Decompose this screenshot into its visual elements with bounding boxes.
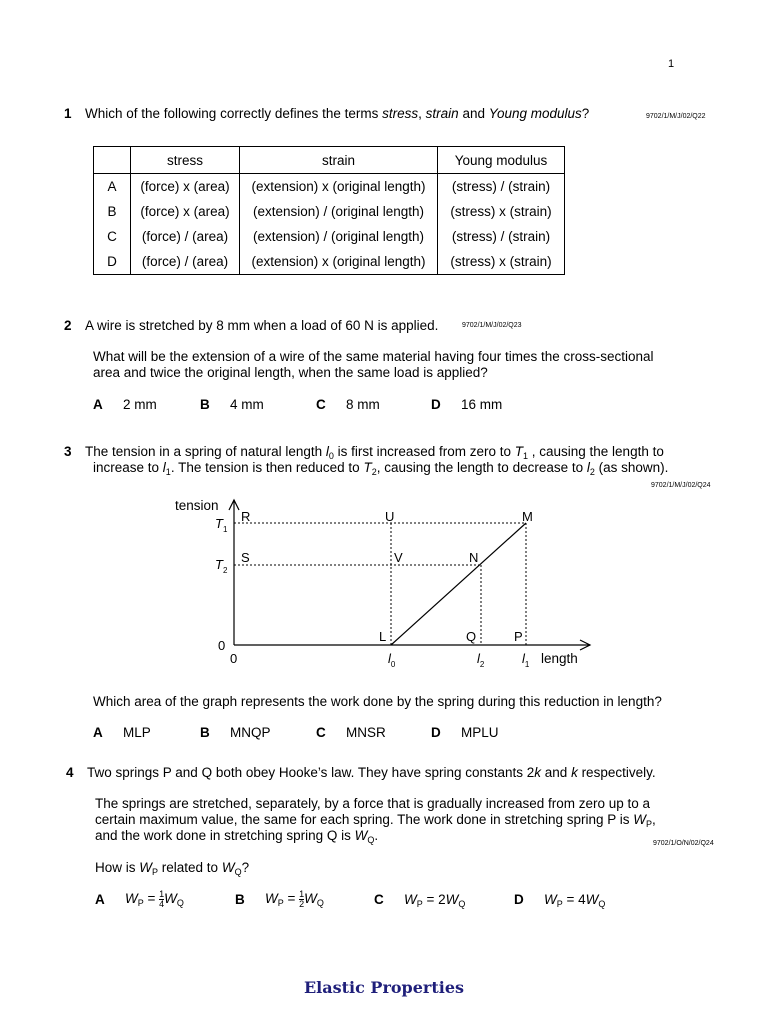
question-4-question (95, 860, 249, 877)
q1-term-strain: strain (425, 106, 459, 121)
q4-option-d (544, 892, 605, 909)
y-axis-label: tension (175, 498, 219, 513)
question-1-number: 1 (64, 106, 72, 121)
table-row (94, 249, 565, 275)
q3-option-key: D (431, 725, 441, 740)
q3-text: . The tension is then reduced to (170, 460, 364, 475)
table-cell: B (94, 199, 131, 224)
q4-option-key: C (374, 892, 384, 907)
table-row (94, 174, 565, 200)
q3-text: is first increased from zero to (333, 444, 515, 459)
l0-label (388, 651, 396, 669)
point-label-q: Q (466, 629, 477, 644)
q3-symbol: T (514, 444, 523, 459)
question-3-ref: 9702/1/M/J/02/Q24 (651, 482, 711, 489)
question-2-text-line2: area and twice the original length, when the same load is applied? (93, 365, 488, 380)
l-subscript: 2 (479, 660, 485, 669)
q4-symbol: W (304, 891, 317, 907)
q2-option-key: D (431, 397, 441, 412)
origin-y-label: 0 (218, 638, 226, 653)
point-label-u: U (385, 509, 395, 524)
q4-symbol: W (544, 892, 557, 907)
q3-option-text: MNQP (230, 725, 271, 740)
table-cell: (stress) x (strain) (438, 249, 565, 275)
q4-symbol: W (221, 860, 235, 875)
q2-option-key: C (316, 397, 326, 412)
table-cell: (extension) / (original length) (240, 199, 438, 224)
q4-text: How is (95, 860, 140, 875)
table-cell: (force) x (area) (131, 174, 240, 200)
point-label-v: V (394, 550, 403, 565)
t-symbol: T (215, 557, 223, 572)
question-2-text-line1: What will be the extension of a wire of the same material having four times the cross-sectional (93, 349, 654, 364)
table-cell: C (94, 224, 131, 249)
t2-label (215, 557, 228, 575)
t-symbol: T (215, 516, 223, 531)
l-symbol: l (388, 651, 391, 666)
table-cell: (force) x (area) (131, 199, 240, 224)
fraction-denominator: 4 (159, 899, 165, 909)
table-cell: (stress) / (strain) (438, 224, 565, 249)
table-header: stress (131, 147, 240, 174)
q4-subscript: Q (316, 898, 324, 909)
question-2-number: 2 (64, 318, 72, 333)
q4-option-key: D (514, 892, 524, 907)
q3-text: increase to (93, 460, 163, 475)
q3-symbol: l (162, 460, 166, 475)
q4-symbol: W (139, 860, 153, 875)
q4-symbol: W (265, 891, 278, 907)
table-header (94, 147, 131, 174)
q1-text: ? (581, 106, 590, 121)
question-3-number: 3 (64, 444, 72, 459)
q4-subscript: Q (234, 867, 242, 877)
question-4-number: 4 (66, 765, 74, 780)
question-4-ref: 9702/1/O/N/02/Q24 (653, 840, 714, 847)
q1-term-stress: stress (382, 106, 419, 121)
question-3-question: Which area of the graph represents the work done by the spring during this reduction in length? (93, 694, 662, 709)
q3-option-key: B (200, 725, 210, 740)
q3-text: (as shown). (594, 460, 669, 475)
q4-symbol: W (585, 892, 599, 907)
q3-subscript: 1 (522, 451, 528, 461)
q4-option-a (125, 890, 184, 909)
q2-option-text: 16 mm (461, 397, 503, 412)
q2-option-key: B (200, 397, 210, 412)
point-label-p: P (514, 629, 523, 644)
table-cell: A (94, 174, 131, 200)
origin-x-label: 0 (230, 651, 238, 666)
q3-text: The tension in a spring of natural length (85, 444, 326, 459)
table-cell: (force) / (area) (131, 249, 240, 275)
q4-symbol: k (534, 765, 542, 780)
table-cell: (stress) / (strain) (438, 174, 565, 200)
q2-option-text: 8 mm (346, 397, 380, 412)
q4-subscript: P (277, 898, 284, 909)
q1-sep: and (458, 106, 489, 121)
q4-coefficient: 2 (438, 892, 446, 907)
table-header-row (94, 147, 565, 174)
q3-option-text: MNSR (346, 725, 386, 740)
question-4-para-line3 (95, 828, 378, 845)
q3-subscript: 0 (328, 451, 334, 461)
q4-coefficient: 4 (578, 892, 586, 907)
q4-symbol: k (571, 765, 578, 780)
q4-equals: = (143, 891, 160, 907)
page-number: 1 (668, 58, 675, 70)
fraction-numerator: 1 (159, 889, 165, 899)
q4-text: related to (158, 860, 222, 875)
q3-subscript: 2 (589, 467, 595, 477)
q4-subscript: P (137, 898, 144, 909)
question-1-table (93, 146, 565, 275)
q3-subscript: 1 (165, 467, 171, 477)
q4-equals: = (283, 891, 300, 907)
table-row (94, 224, 565, 249)
q4-subscript: Q (458, 899, 466, 909)
l2-label (477, 651, 485, 669)
q4-text: . (374, 828, 379, 843)
q4-symbol: W (633, 812, 647, 827)
l1-label (522, 651, 530, 669)
q1-sep: , (418, 106, 426, 121)
q3-option-key: A (93, 725, 103, 740)
q2-option-text: 2 mm (123, 397, 157, 412)
q4-symbol: W (125, 891, 138, 907)
tension-length-graph (0, 490, 768, 670)
q3-symbol: l (586, 460, 590, 475)
question-1-stem (85, 106, 589, 121)
question-4-para-line1: The springs are stretched, separately, by a force that is gradually increased from zero up to a (95, 796, 651, 811)
q4-subscript: Q (598, 899, 606, 909)
q3-symbol: l (325, 444, 329, 459)
q4-symbol: W (164, 891, 177, 907)
q4-subscript: P (152, 867, 159, 877)
q4-option-key: B (235, 892, 245, 907)
fraction-numerator: 1 (299, 889, 305, 899)
table-cell: (force) / (area) (131, 224, 240, 249)
q4-subscript: Q (367, 835, 375, 845)
q4-symbol: W (445, 892, 459, 907)
question-1-ref: 9702/1/M/J/02/Q22 (646, 113, 706, 120)
fraction-denominator: 2 (299, 899, 305, 909)
question-4-stem (87, 765, 656, 780)
q4-symbol: W (354, 828, 368, 843)
q4-subscript: Q (176, 898, 184, 909)
q4-text: ? (241, 860, 250, 875)
table-header: Young modulus (438, 147, 565, 174)
q3-option-text: MPLU (461, 725, 499, 740)
q4-equals: = (422, 892, 439, 907)
point-label-n: N (469, 550, 479, 565)
t-subscript: 1 (222, 525, 228, 534)
table-cell: (extension) x (original length) (240, 249, 438, 275)
table-cell: (extension) / (original length) (240, 224, 438, 249)
table-cell: (stress) x (strain) (438, 199, 565, 224)
l-subscript: 0 (390, 660, 396, 669)
q4-text: Two springs P and Q both obey Hooke’s law. They have spring constants 2 (87, 765, 535, 780)
x-axis-label: length (541, 651, 578, 666)
question-3-line1 (85, 444, 664, 461)
q2-option-text: 4 mm (230, 397, 264, 412)
q1-term-young: Young modulus (488, 106, 582, 121)
table-row (94, 199, 565, 224)
spring-line (391, 523, 526, 645)
q1-text: Which of the following correctly defines the terms (85, 106, 383, 121)
q2-option-key: A (93, 397, 103, 412)
q4-subscript: P (556, 899, 563, 909)
q3-symbol: T (363, 460, 372, 475)
l-subscript: 1 (524, 660, 530, 669)
q3-text: , causing the length to decrease to (376, 460, 587, 475)
page-footer-title: Elastic Properties (303, 978, 464, 997)
q4-option-c (404, 892, 465, 909)
q3-subscript: 2 (371, 467, 377, 477)
q4-text: and the work done in stretching spring Q is (95, 828, 355, 843)
q4-text: and (541, 765, 572, 780)
l-symbol: l (522, 651, 525, 666)
t1-label (215, 516, 228, 534)
q3-option-text: MLP (123, 725, 151, 740)
q3-text: , causing the length to (528, 444, 664, 459)
q4-text: certain maximum value, the same for each spring. The work done in stretching spring P is (95, 812, 634, 827)
l-symbol: l (477, 651, 480, 666)
q4-subscript: P (646, 819, 653, 829)
question-4-para-line2 (95, 812, 656, 829)
q4-text: respectively. (577, 765, 656, 780)
q4-subscript: P (416, 899, 423, 909)
q4-equals: = (562, 892, 579, 907)
q4-symbol: W (404, 892, 417, 907)
table-cell: D (94, 249, 131, 275)
table-header: strain (240, 147, 438, 174)
question-3-line2 (93, 460, 668, 477)
q4-option-b (265, 890, 324, 909)
table-cell: (extension) x (original length) (240, 174, 438, 200)
point-label-r: R (241, 509, 251, 524)
question-2-stem: A wire is stretched by 8 mm when a load of 60 N is applied. (85, 318, 439, 333)
point-label-m: M (522, 509, 533, 524)
point-label-s: S (241, 550, 250, 565)
point-label-l: L (379, 629, 387, 644)
q4-option-key: A (95, 892, 105, 907)
q4-text: , (652, 812, 656, 827)
question-2-ref: 9702/1/M/J/02/Q23 (462, 322, 522, 329)
t-subscript: 2 (222, 566, 228, 575)
q3-option-key: C (316, 725, 326, 740)
